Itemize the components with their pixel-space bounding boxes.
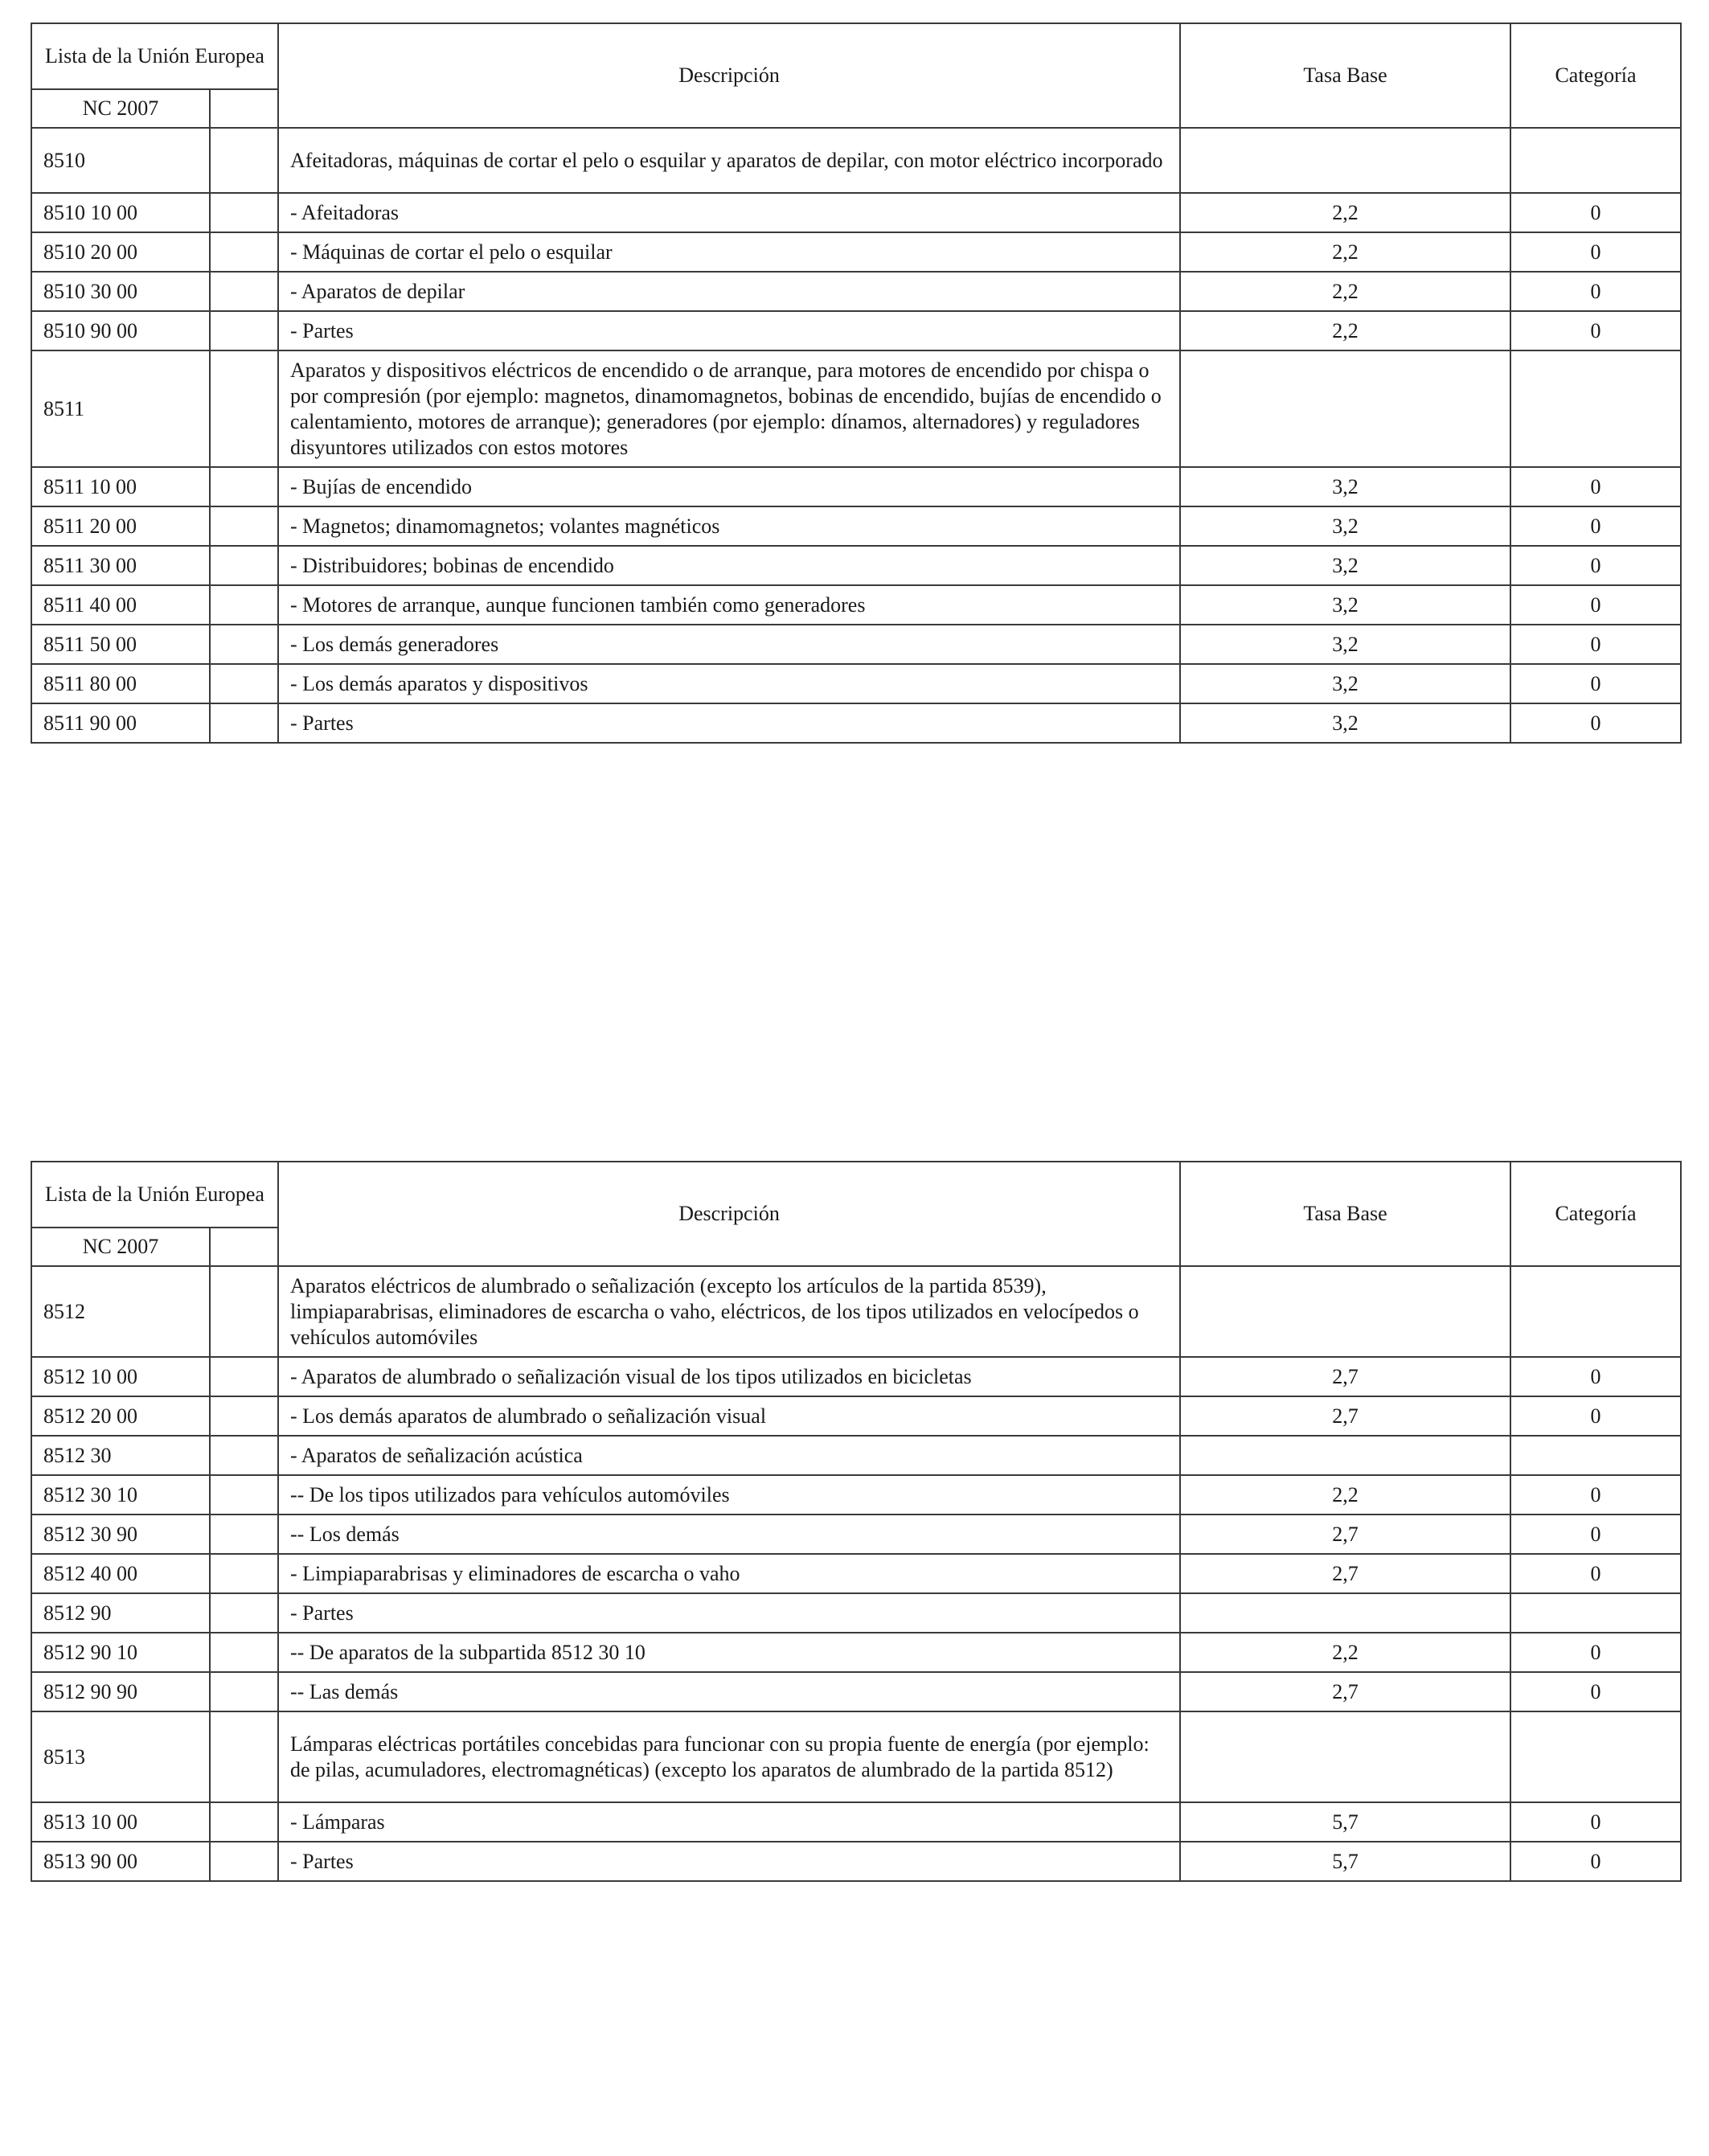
cell-sub xyxy=(210,350,278,467)
table-row xyxy=(31,1802,1681,1842)
cell-code: 8511 80 00 xyxy=(31,664,210,703)
cell-sub xyxy=(210,664,278,703)
cell-base-rate: 2,2 xyxy=(1180,232,1510,272)
header-empty-cell xyxy=(210,89,278,128)
cell-category xyxy=(1510,128,1681,193)
cell-description: - Los demás aparatos de alumbrado o señalización visual xyxy=(278,1396,1180,1436)
cell-sub xyxy=(210,232,278,272)
header-nc-2007: NC 2007 xyxy=(31,89,210,128)
cell-description: -- Los demás xyxy=(278,1515,1180,1554)
table-row xyxy=(31,625,1681,664)
cell-code: 8512 90 90 xyxy=(31,1672,210,1711)
table-row xyxy=(31,128,1681,193)
table-row xyxy=(31,1475,1681,1515)
table-row xyxy=(31,703,1681,743)
cell-code: 8511 50 00 xyxy=(31,625,210,664)
cell-category xyxy=(1510,1593,1681,1633)
table-row xyxy=(31,1593,1681,1633)
cell-sub xyxy=(210,1633,278,1672)
header-description: Descripción xyxy=(278,23,1180,128)
header-empty-cell xyxy=(210,1228,278,1266)
header-nc-2007: NC 2007 xyxy=(31,1228,210,1266)
cell-base-rate: 3,2 xyxy=(1180,703,1510,743)
cell-description: - Partes xyxy=(278,1842,1180,1881)
cell-sub xyxy=(210,193,278,232)
cell-sub xyxy=(210,585,278,625)
header-category: Categoría xyxy=(1510,23,1681,128)
cell-code: 8513 90 00 xyxy=(31,1842,210,1881)
cell-category: 0 xyxy=(1510,585,1681,625)
table-row xyxy=(31,1515,1681,1554)
header-description: Descripción xyxy=(278,1162,1180,1266)
cell-code: 8512 90 xyxy=(31,1593,210,1633)
table-row xyxy=(31,350,1681,467)
cell-description: - Aparatos de depilar xyxy=(278,272,1180,311)
header-eu-list: Lista de la Unión Europea xyxy=(31,23,278,89)
cell-description: - Partes xyxy=(278,311,1180,350)
cell-description: - Los demás generadores xyxy=(278,625,1180,664)
table-row xyxy=(31,232,1681,272)
cell-code: 8512 30 90 xyxy=(31,1515,210,1554)
cell-base-rate: 2,2 xyxy=(1180,1475,1510,1515)
cell-description: - Limpiaparabrisas y eliminadores de escarcha o vaho xyxy=(278,1554,1180,1593)
cell-base-rate: 2,7 xyxy=(1180,1554,1510,1593)
cell-category: 0 xyxy=(1510,467,1681,506)
cell-code: 8512 30 10 xyxy=(31,1475,210,1515)
cell-category: 0 xyxy=(1510,193,1681,232)
cell-sub xyxy=(210,311,278,350)
cell-code: 8511 20 00 xyxy=(31,506,210,546)
cell-category: 0 xyxy=(1510,625,1681,664)
cell-base-rate: 2,7 xyxy=(1180,1396,1510,1436)
cell-category: 0 xyxy=(1510,1672,1681,1711)
cell-description: - Aparatos de señalización acústica xyxy=(278,1436,1180,1475)
table-row xyxy=(31,546,1681,585)
table-row xyxy=(31,1554,1681,1593)
cell-code: 8512 40 00 xyxy=(31,1554,210,1593)
cell-category: 0 xyxy=(1510,1842,1681,1881)
cell-sub xyxy=(210,1515,278,1554)
cell-base-rate: 2,2 xyxy=(1180,311,1510,350)
cell-base-rate: 2,7 xyxy=(1180,1515,1510,1554)
cell-description: - Magnetos; dinamomagnetos; volantes magnéticos xyxy=(278,506,1180,546)
cell-base-rate: 2,7 xyxy=(1180,1672,1510,1711)
cell-sub xyxy=(210,1672,278,1711)
table-row xyxy=(31,311,1681,350)
cell-description: - Afeitadoras xyxy=(278,193,1180,232)
cell-base-rate xyxy=(1180,128,1510,193)
cell-sub xyxy=(210,1266,278,1357)
header-category: Categoría xyxy=(1510,1162,1681,1266)
cell-category: 0 xyxy=(1510,1475,1681,1515)
cell-sub xyxy=(210,1842,278,1881)
table-row xyxy=(31,1842,1681,1881)
cell-category xyxy=(1510,1266,1681,1357)
cell-description: - Aparatos de alumbrado o señalización visual de los tipos utilizados en bicicletas xyxy=(278,1357,1180,1396)
table-row xyxy=(31,272,1681,311)
tariff-table-2 xyxy=(31,1161,1682,1882)
table-row xyxy=(31,664,1681,703)
cell-description: - Distribuidores; bobinas de encendido xyxy=(278,546,1180,585)
cell-description: - Lámparas xyxy=(278,1802,1180,1842)
cell-base-rate: 3,2 xyxy=(1180,625,1510,664)
cell-description: Lámparas eléctricas portátiles concebidas para funcionar con su propia fuente de energía (por ejemplo: de pilas, acumuladores, electromagnéticas) (excepto los aparatos de alumbrado de la partida 8512) xyxy=(278,1711,1180,1802)
cell-category: 0 xyxy=(1510,1396,1681,1436)
cell-code: 8510 10 00 xyxy=(31,193,210,232)
cell-code: 8511 90 00 xyxy=(31,703,210,743)
cell-sub xyxy=(210,1802,278,1842)
cell-base-rate: 3,2 xyxy=(1180,467,1510,506)
cell-description: - Máquinas de cortar el pelo o esquilar xyxy=(278,232,1180,272)
cell-code: 8511 xyxy=(31,350,210,467)
cell-category: 0 xyxy=(1510,546,1681,585)
table-row xyxy=(31,1357,1681,1396)
cell-sub xyxy=(210,1357,278,1396)
cell-base-rate: 5,7 xyxy=(1180,1842,1510,1881)
cell-code: 8511 40 00 xyxy=(31,585,210,625)
cell-sub xyxy=(210,1554,278,1593)
cell-code: 8510 xyxy=(31,128,210,193)
cell-category: 0 xyxy=(1510,1554,1681,1593)
cell-description: -- De los tipos utilizados para vehículos automóviles xyxy=(278,1475,1180,1515)
tariff-table-1 xyxy=(31,23,1682,744)
cell-category: 0 xyxy=(1510,506,1681,546)
cell-category xyxy=(1510,350,1681,467)
cell-base-rate xyxy=(1180,350,1510,467)
cell-category: 0 xyxy=(1510,664,1681,703)
table-row xyxy=(31,506,1681,546)
cell-sub xyxy=(210,1475,278,1515)
table-row xyxy=(31,467,1681,506)
table-row xyxy=(31,1436,1681,1475)
cell-base-rate: 3,2 xyxy=(1180,585,1510,625)
header-base-rate: Tasa Base xyxy=(1180,23,1510,128)
cell-sub xyxy=(210,506,278,546)
cell-category: 0 xyxy=(1510,1802,1681,1842)
table-row xyxy=(31,1633,1681,1672)
table-row xyxy=(31,1266,1681,1357)
cell-sub xyxy=(210,1436,278,1475)
cell-base-rate: 2,2 xyxy=(1180,272,1510,311)
table-row xyxy=(31,1672,1681,1711)
cell-description: - Los demás aparatos y dispositivos xyxy=(278,664,1180,703)
cell-code: 8513 xyxy=(31,1711,210,1802)
cell-category xyxy=(1510,1711,1681,1802)
cell-sub xyxy=(210,1711,278,1802)
table-row xyxy=(31,585,1681,625)
cell-description: -- De aparatos de la subpartida 8512 30 10 xyxy=(278,1633,1180,1672)
cell-code: 8511 10 00 xyxy=(31,467,210,506)
cell-code: 8512 xyxy=(31,1266,210,1357)
cell-base-rate: 2,2 xyxy=(1180,193,1510,232)
cell-base-rate xyxy=(1180,1266,1510,1357)
cell-category: 0 xyxy=(1510,1633,1681,1672)
cell-base-rate xyxy=(1180,1436,1510,1475)
cell-code: 8513 10 00 xyxy=(31,1802,210,1842)
cell-code: 8512 20 00 xyxy=(31,1396,210,1436)
cell-base-rate: 5,7 xyxy=(1180,1802,1510,1842)
cell-sub xyxy=(210,272,278,311)
cell-sub xyxy=(210,703,278,743)
cell-base-rate: 3,2 xyxy=(1180,546,1510,585)
cell-code: 8511 30 00 xyxy=(31,546,210,585)
cell-code: 8512 90 10 xyxy=(31,1633,210,1672)
cell-description: -- Las demás xyxy=(278,1672,1180,1711)
cell-base-rate xyxy=(1180,1711,1510,1802)
cell-code: 8512 10 00 xyxy=(31,1357,210,1396)
cell-sub xyxy=(210,128,278,193)
cell-sub xyxy=(210,467,278,506)
cell-description: - Partes xyxy=(278,1593,1180,1633)
cell-category: 0 xyxy=(1510,232,1681,272)
cell-code: 8510 30 00 xyxy=(31,272,210,311)
cell-base-rate: 3,2 xyxy=(1180,506,1510,546)
cell-sub xyxy=(210,546,278,585)
cell-category: 0 xyxy=(1510,311,1681,350)
header-base-rate: Tasa Base xyxy=(1180,1162,1510,1266)
cell-category: 0 xyxy=(1510,1357,1681,1396)
cell-base-rate: 2,2 xyxy=(1180,1633,1510,1672)
cell-sub xyxy=(210,1396,278,1436)
cell-base-rate: 2,7 xyxy=(1180,1357,1510,1396)
cell-code: 8510 20 00 xyxy=(31,232,210,272)
table-row xyxy=(31,193,1681,232)
cell-description: Afeitadoras, máquinas de cortar el pelo o esquilar y aparatos de depilar, con motor eléctrico incorporado xyxy=(278,128,1180,193)
table-row xyxy=(31,1396,1681,1436)
cell-category xyxy=(1510,1436,1681,1475)
cell-code: 8510 90 00 xyxy=(31,311,210,350)
cell-sub xyxy=(210,625,278,664)
cell-description: - Bujías de encendido xyxy=(278,467,1180,506)
cell-category: 0 xyxy=(1510,272,1681,311)
cell-sub xyxy=(210,1593,278,1633)
cell-description: - Partes xyxy=(278,703,1180,743)
cell-code: 8512 30 xyxy=(31,1436,210,1475)
cell-description: Aparatos eléctricos de alumbrado o señalización (excepto los artículos de la partida 8539), limpiaparabrisas, eliminadores de escarcha o vaho, eléctricos, de los tipos utilizados en velocípedos o vehículos automóviles xyxy=(278,1266,1180,1357)
cell-description: Aparatos y dispositivos eléctricos de encendido o de arranque, para motores de encendido por chispa o por compresión (por ejemplo: magnetos, dinamomagnetos, bobinas de encendido, bujías de encendido o calentamiento, motores de arranque); generadores (por ejemplo: dínamos, alternadores) y reguladores disyuntores utilizados con estos motores xyxy=(278,350,1180,467)
header-eu-list: Lista de la Unión Europea xyxy=(31,1162,278,1228)
cell-base-rate: 3,2 xyxy=(1180,664,1510,703)
cell-base-rate xyxy=(1180,1593,1510,1633)
cell-category: 0 xyxy=(1510,703,1681,743)
cell-category: 0 xyxy=(1510,1515,1681,1554)
cell-description: - Motores de arranque, aunque funcionen también como generadores xyxy=(278,585,1180,625)
table-row xyxy=(31,1711,1681,1802)
